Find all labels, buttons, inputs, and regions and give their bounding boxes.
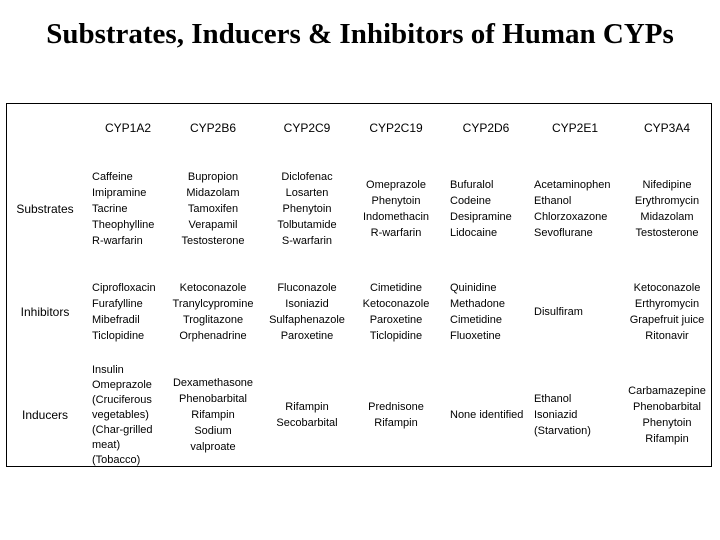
cell-text: Rifampin: [285, 401, 329, 413]
cell-text: Secobarbital: [276, 417, 338, 429]
cell-substrates-cyp2c9: [262, 148, 352, 270]
cell-lines: [450, 177, 512, 241]
cell-text: Prednisone: [368, 401, 424, 413]
cell-text: Ketoconazole: [179, 282, 247, 294]
cell-inducers-cyp3a4: [622, 362, 712, 468]
cell-text: Ketoconazole: [362, 298, 430, 310]
cell-inhibitors-cyp1a2: [88, 262, 168, 362]
cell-lines: [92, 363, 153, 468]
cell-substrates-cyp2e1: [530, 148, 620, 270]
cell-text: Diclofenac: [281, 171, 333, 183]
cell-text: Isoniazid: [534, 409, 578, 421]
cell-inhibitors-cyp2e1: [530, 262, 620, 362]
cell-text: Phenytoin: [371, 195, 421, 207]
row-label-inhibitors: Inhibitors: [20, 305, 70, 319]
cell-text: Isoniazid: [285, 298, 329, 310]
cell-text: Losarten: [285, 187, 329, 199]
cell-lines: [368, 399, 424, 431]
cell-inducers-cyp2c19: [352, 362, 440, 468]
cell-text: Sulfaphenazole: [269, 314, 345, 326]
cell-text: Dexamethasone: [172, 377, 254, 389]
cell-text: Cimetidine: [450, 314, 502, 326]
cell-text: Tranylcypromine: [172, 298, 254, 310]
cell-text: Bupropion: [187, 171, 239, 183]
cell-text: Omeprazole: [366, 179, 426, 191]
cell-text: Quinidine: [450, 282, 497, 294]
column-header-cyp2c19: CYP2C19: [369, 121, 423, 135]
cell-text: Ethanol: [534, 393, 572, 405]
cell-text: Fluconazole: [277, 282, 337, 294]
column-header-cyp2e1: CYP2E1: [551, 121, 599, 135]
cell-lines: [450, 280, 505, 344]
cell-text: Paroxetine: [280, 330, 334, 342]
cell-lines: [182, 169, 245, 249]
cell-text: Ticlopidine: [92, 330, 145, 342]
cell-text: Indomethacin: [362, 211, 430, 223]
cell-text: Imipramine: [92, 187, 147, 199]
row-label-substrates: Substrates: [16, 202, 74, 216]
cell-lines: [635, 177, 699, 241]
cell-text: R-warfarin: [92, 235, 143, 247]
cell-inducers-cyp1a2: [88, 362, 168, 468]
cell-text: Sodium: [194, 425, 232, 437]
cell-text: Desipramine: [450, 211, 512, 223]
cell-substrates-cyp2c19: [352, 148, 440, 270]
cell-text: Ticlopidine: [369, 330, 423, 342]
cell-lines: [534, 177, 610, 241]
column-header-cyp2c9: CYP2C9: [283, 121, 331, 135]
cell-inducers-cyp2c9: [262, 362, 352, 468]
cell-text: (Cruciferous: [92, 393, 152, 406]
cell-text: Lidocaine: [450, 227, 498, 239]
row-label-inducers: Inducers: [21, 408, 69, 422]
cell-text: S-warfarin: [281, 235, 333, 247]
cell-text: Ciprofloxacin: [92, 282, 156, 294]
cell-text: Nifedipine: [642, 179, 692, 191]
cell-text: Fluoxetine: [450, 330, 501, 342]
cell-lines: [534, 391, 591, 439]
cell-text: Chlorzoxazone: [534, 211, 608, 223]
cell-text: Rifampin: [645, 433, 689, 445]
cell-text: Orphenadrine: [179, 330, 247, 342]
column-header-cyp3a4: CYP3A4: [643, 121, 691, 135]
cell-text: Tamoxifen: [187, 203, 239, 215]
cell-text: Furafylline: [92, 298, 143, 310]
cell-text: Acetaminophen: [534, 179, 611, 191]
cell-text: Midazolam: [186, 187, 240, 199]
cell-text: Methadone: [450, 298, 506, 310]
cell-lines: [173, 280, 254, 344]
cell-lines: [269, 280, 345, 344]
cell-text: Ethanol: [534, 195, 572, 207]
page-title: Substrates, Inducers & Inhibitors of Human CYPs: [46, 18, 674, 50]
cell-lines: [276, 399, 337, 431]
cell-lines: [92, 280, 156, 344]
cell-text: R-warfarin: [370, 227, 422, 239]
cell-text: Theophylline: [92, 219, 155, 231]
column-header-cyp2b6: CYP2B6: [189, 121, 237, 135]
cell-inducers-cyp2b6: [168, 362, 258, 468]
cell-lines: [277, 169, 336, 249]
cell-text: Phenobarbital: [633, 401, 701, 413]
column-header-cyp1a2: CYP1A2: [104, 121, 152, 135]
cell-lines: [363, 177, 429, 241]
cell-text: Verapamil: [188, 219, 238, 231]
cell-text: Rifampin: [374, 417, 418, 429]
cell-text: Phenytoin: [642, 417, 692, 429]
cell-text: Carbamazepine: [628, 385, 706, 397]
cell-inhibitors-cyp2d6: [444, 262, 528, 362]
cell-text: Erthyromycin: [634, 298, 700, 310]
cell-text: Testosterone: [635, 227, 699, 239]
cell-lines: [630, 280, 705, 344]
cell-substrates-cyp2b6: [168, 148, 258, 270]
cell-substrates-cyp2d6: [444, 148, 528, 270]
cell-text: Tacrine: [92, 203, 128, 215]
cell-lines: [92, 169, 154, 249]
cell-lines: [534, 304, 583, 320]
cell-text: meat): [92, 438, 121, 451]
column-header-cyp2d6: CYP2D6: [462, 121, 510, 135]
cell-text: Disulfiram: [534, 306, 583, 318]
cell-text: Phenobarbital: [179, 393, 247, 405]
cell-text: Bufuralol: [450, 179, 494, 191]
cell-substrates-cyp3a4: [622, 148, 712, 270]
cell-inhibitors-cyp2b6: [168, 262, 258, 362]
cell-text: Caffeine: [92, 171, 133, 183]
cell-text: Sevoflurane: [534, 227, 593, 239]
cell-text: Insulin: [92, 363, 124, 376]
cell-inducers-cyp2e1: [530, 362, 620, 468]
cell-text: Ketoconazole: [633, 282, 701, 294]
cell-text: Omeprazole: [92, 378, 152, 391]
cell-inhibitors-cyp2c19: [352, 262, 440, 362]
cell-text: Erythromycin: [634, 195, 700, 207]
cell-text: Troglitazone: [182, 314, 244, 326]
cell-text: (Tobacco): [92, 453, 141, 466]
cell-lines: [628, 383, 706, 447]
cell-text: Mibefradil: [92, 314, 140, 326]
cell-text: None identified: [450, 409, 524, 421]
cell-lines: [173, 375, 253, 455]
cell-text: vegetables): [92, 408, 149, 421]
cell-text: Cimetidine: [370, 282, 422, 294]
cell-text: (Char-grilled: [92, 423, 153, 436]
cell-text: (Starvation): [534, 425, 591, 437]
cell-text: valproate: [190, 441, 236, 453]
cell-inhibitors-cyp3a4: [622, 262, 712, 362]
cell-text: Testosterone: [181, 235, 245, 247]
cell-text: Midazolam: [640, 211, 694, 223]
cell-text: Ritonavir: [645, 330, 689, 342]
cell-substrates-cyp1a2: [88, 148, 168, 270]
cell-lines: [450, 407, 523, 423]
cell-inducers-cyp2d6: [444, 362, 528, 468]
cell-text: Phenytoin: [282, 203, 332, 215]
cell-text: Codeine: [450, 195, 491, 207]
cell-text: Rifampin: [191, 409, 235, 421]
cell-text: Grapefruit juice: [629, 314, 705, 326]
cell-inhibitors-cyp2c9: [262, 262, 352, 362]
cell-text: Paroxetine: [369, 314, 423, 326]
cell-text: Tolbutamide: [277, 219, 337, 231]
cell-lines: [363, 280, 430, 344]
